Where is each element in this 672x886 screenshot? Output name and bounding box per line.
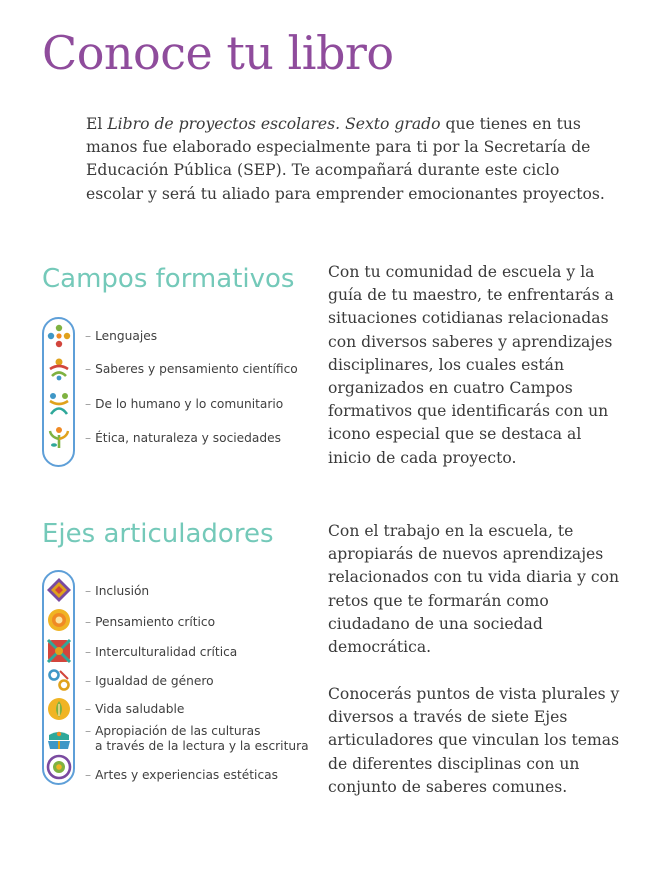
book-title: Libro de proyectos escolares. Sexto grado: [107, 115, 441, 133]
intro-paragraph: El Libro de proyectos escolares. Sexto grado que tienes en tus manos fue elaborado especialmente para ti por la Secretaría de Educación Pública (SEP). Te acompañará durante este ciclo escolar y será tu aliado para emprender emocionantes proyectos.: [86, 115, 605, 203]
ejes-paragraph-2: Conocerás puntos de vista plurales y diversos a través de siete Ejes articuladores que vinculan los temas de diferentes disciplinas con un conjunto de saberes comunes.: [328, 685, 620, 796]
campo-saberes-label: – Saberes y pensamiento científico: [85, 362, 298, 376]
ejes-paragraph-1: Con el trabajo en la escuela, te apropiarás de nuevos aprendizajes relacionados con tu vida diaria y con retos que te formarán como ciudadano de una sociedad democrática.: [328, 522, 620, 657]
ejes-articuladores-title: Ejes articuladores: [42, 519, 274, 549]
campos-paragraph: Con tu comunidad de escuela y la guía de tu maestro, te enfrentarás a situaciones cotidianas relacionadas con diversos saberes y aprendizajes disciplinares, los cuales están organizados en cuatro Campos formativos que identificarás con un icono especial que se destaca al inicio de cada proyecto.: [328, 263, 614, 467]
campo-etica-label: – Ética, naturaleza y sociedades: [85, 431, 281, 445]
igualdad-genero-icon: [46, 667, 72, 693]
interculturalidad-icon: [46, 638, 72, 664]
page-title: Conoce tu libro: [42, 26, 394, 80]
eje-vida-label: – Vida saludable: [85, 702, 185, 716]
eje-igualdad-label: – Igualdad de género: [85, 674, 214, 688]
saberes-icon: [46, 356, 72, 382]
eje-lectura-label: – Apropiación de las culturas a través de la lectura y la escritura: [85, 724, 309, 753]
lenguajes-icon: [46, 323, 72, 349]
vida-saludable-icon: [46, 696, 72, 722]
campos-formativos-title: Campos formativos: [42, 264, 295, 294]
campo-lenguajes-label: – Lenguajes: [85, 329, 158, 343]
pensamiento-critico-icon: [46, 607, 72, 633]
etica-naturaleza-icon: [46, 425, 72, 451]
lectura-escritura-icon: [46, 726, 72, 752]
inclusion-icon: [46, 577, 72, 603]
eje-artes-label: – Artes y experiencias estéticas: [85, 768, 278, 782]
artes-icon: [46, 754, 72, 780]
campo-humano-label: – De lo humano y lo comunitario: [85, 397, 284, 411]
eje-pensamiento-label: – Pensamiento crítico: [85, 615, 216, 629]
humano-comunitario-icon: [46, 391, 72, 417]
eje-inclusion-label: – Inclusión: [85, 584, 150, 598]
eje-interculturalidad-label: – Interculturalidad crítica: [85, 645, 238, 659]
